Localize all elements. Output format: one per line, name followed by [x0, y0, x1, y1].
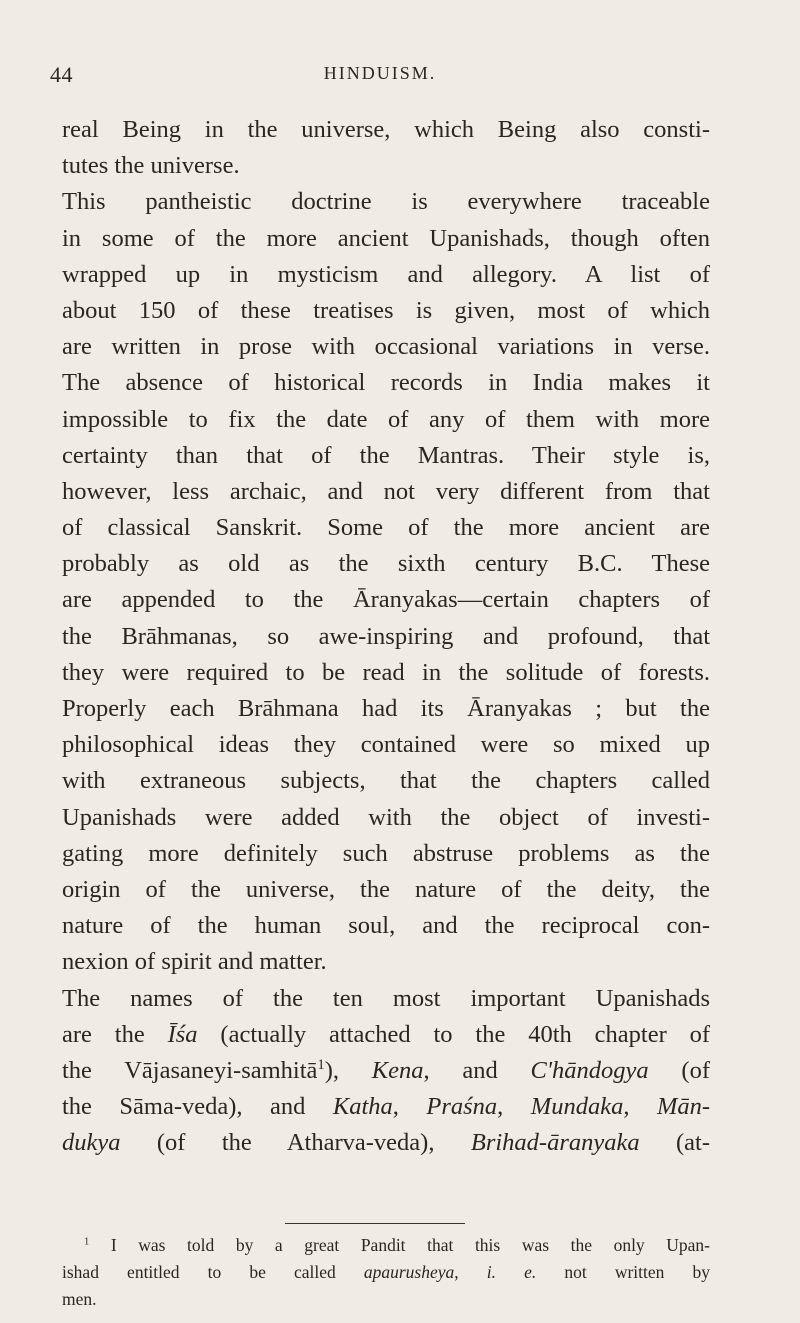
- text-run: (of the Atharva-veda),: [120, 1129, 471, 1157]
- text-line: about 150 of these treatises is given, most of which: [62, 296, 710, 324]
- text-line: impossible to fix the date of any of them with more: [62, 405, 710, 433]
- text-run: ,: [623, 1093, 657, 1121]
- text-run: (at-: [639, 1129, 711, 1157]
- text-line: certainty than that of the Mantras. Their style is,: [62, 441, 710, 469]
- text-line: gating more definitely such abstruse problems as the: [62, 839, 710, 867]
- term-apaurusheya: apaurusheya: [363, 1262, 455, 1282]
- text-line: [62, 1017, 710, 1053]
- text-line: nature of the human soul, and the reciprocal con-: [62, 912, 710, 940]
- footnote: [62, 1232, 710, 1313]
- text-line: the Brāhmanas, so awe-inspiring and profound, that: [62, 622, 710, 650]
- footnote-line: men.: [62, 1289, 97, 1309]
- text-run: the Vājasaneyi-samhitā: [62, 1056, 318, 1084]
- text-run: ishad entitled to be called: [62, 1262, 364, 1282]
- upanishad-name-mundaka: Mundaka: [530, 1093, 624, 1121]
- upanishad-name-prasna: Praśna: [426, 1093, 498, 1121]
- footnote-line: [62, 1232, 710, 1259]
- text-line: [62, 1089, 710, 1125]
- running-head: [50, 62, 710, 92]
- text-run: are the: [62, 1020, 168, 1048]
- page-number: 44: [50, 62, 73, 87]
- text-run: ,: [454, 1262, 487, 1282]
- text-line: tutes the universe.: [62, 152, 240, 180]
- text-line: probably as old as the sixth century B.C. These: [62, 550, 710, 578]
- text-line: nexion of spirit and matter.: [62, 948, 327, 976]
- text-line: [62, 1053, 710, 1089]
- text-line: Upanishads were added with the object of investi-: [62, 803, 710, 831]
- text-run: , and: [423, 1056, 531, 1084]
- text-line: of classical Sanskrit. Some of the more ancient are: [62, 514, 710, 542]
- text-line: however, less archaic, and not very different from that: [62, 477, 710, 505]
- footnote-marker: 1: [84, 1236, 90, 1248]
- upanishad-name-kena: Kena: [371, 1056, 424, 1084]
- text-run: ,: [392, 1093, 427, 1121]
- text-run: ),: [324, 1056, 372, 1084]
- footnote-rule: [285, 1223, 465, 1224]
- text-line: origin of the universe, the nature of the deity, the: [62, 875, 710, 903]
- text-line: are written in prose with occasional variations in verse.: [62, 333, 710, 361]
- text-line: philosophical ideas they contained were so mixed up: [62, 731, 710, 759]
- running-title: HINDUISM.: [323, 63, 437, 83]
- text-line: real Being in the universe, which Being also consti-: [62, 116, 710, 143]
- text-line: they were required to be read in the solitude of forests.: [62, 658, 710, 686]
- text-run: (actually attached to the 40th chapter of: [197, 1020, 711, 1048]
- upanishad-name-chandogya: C'hāndogya: [530, 1056, 649, 1084]
- body-text: [62, 112, 710, 1161]
- text-line: are appended to the Āranyakas—certain chapters of: [62, 586, 710, 614]
- text-line: in some of the more ancient Upanishads, though often: [62, 224, 710, 252]
- text-line: The absence of historical records in India makes it: [62, 369, 710, 397]
- text-run: I was told by a great Pandit that this was the only Upan-: [89, 1235, 710, 1255]
- upanishad-name-mandukya-part2: dukya: [62, 1129, 121, 1157]
- text-line: [62, 1125, 710, 1161]
- text-line: with extraneous subjects, that the chapters called: [62, 767, 710, 795]
- upanishad-name-isa: Īśa: [167, 1020, 198, 1048]
- footnote-reference: 1: [317, 1057, 325, 1074]
- text-line: wrapped up in mysticism and allegory. A list of: [62, 260, 710, 288]
- footnote-line: [62, 1259, 710, 1286]
- text-run: the Sāma-veda), and: [62, 1093, 333, 1121]
- upanishad-name-mandukya-part1: Mān-: [656, 1093, 711, 1121]
- text-line: Properly each Brāhmana had its Āranyakas ; but the: [62, 695, 710, 722]
- text-line: The names of the ten most important Upanishads: [62, 984, 710, 1012]
- upanishad-name-brihad-aranyaka: Brihad-āranyaka: [470, 1129, 640, 1157]
- text-run: ,: [497, 1093, 531, 1121]
- abbreviation-ie: i. e.: [486, 1262, 537, 1282]
- upanishad-name-katha: Katha: [332, 1093, 393, 1121]
- text-line: This pantheistic doctrine is everywhere traceable: [62, 188, 710, 216]
- text-run: not written by: [536, 1262, 710, 1282]
- text-run: (of: [648, 1056, 710, 1084]
